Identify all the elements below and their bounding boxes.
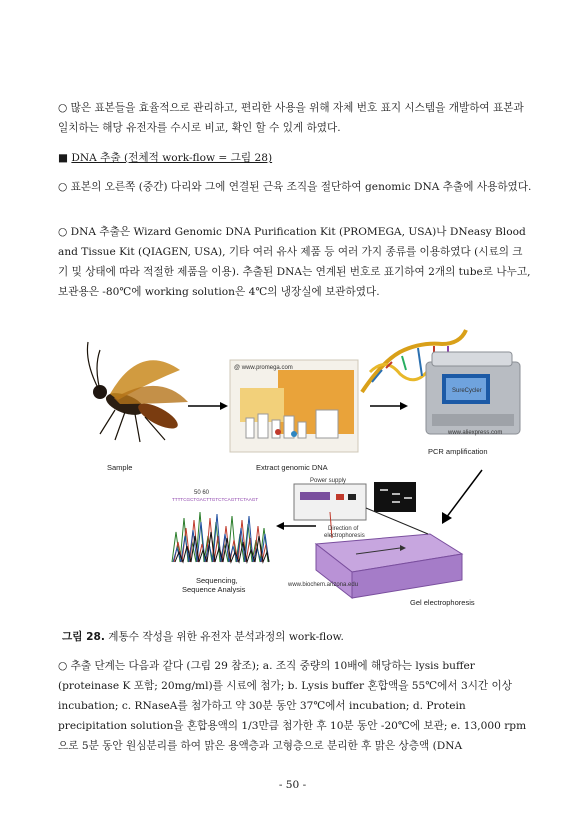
sample-label: Sample xyxy=(107,463,133,472)
section-heading-text: DNA 추출 (전체적 work-flow = 그림 28) xyxy=(71,152,273,164)
section-heading xyxy=(58,148,532,168)
figure-caption-text: 계통수 작성을 위한 유전자 분석과정의 work-flow. xyxy=(104,630,344,643)
workflow-figure xyxy=(70,322,530,612)
promega-watermark: @ www.promega.com xyxy=(234,365,293,371)
aliexpress-watermark: www.aliexpress.com xyxy=(448,430,503,436)
biochem-watermark: www.biochem.arizona.edu xyxy=(288,582,359,588)
pcr-screen-text: SureCycler xyxy=(452,388,482,394)
tissue-paragraph: ○ 표본의 오른쪽 (중간) 다리와 그에 연결된 근육 조직을 절단하여 genomic DNA 추출에 사용하였다. xyxy=(58,181,532,193)
steps-paragraph: ○ 추출 단계는 다음과 같다 (그림 29 참조); a. 조직 중량의 10배에 해당하는 lysis buffer (proteinase K 포함; 20mg/ml)를 시료에 첨가; b. Lysis buffer 혼합액을 55℃에서 3시간 이상 incubation; c. RNaseA를 첨가하고 약 30분 동안 37℃에서 incubation; d. Protein precipitation solution을 혼합용액의 1/3만큼 첨가한 후 10분 동안 -20℃에 보관; e. 13,000 rpm으로 5분 동안 원심분리를 하여 맑은 용액층과 고형층으로 분리한 후 맑은 상층액 (DNA xyxy=(58,660,527,752)
arrow-left-icon xyxy=(276,522,316,530)
figure-caption xyxy=(62,629,344,644)
arrow-right-icon xyxy=(370,402,408,410)
pcr-label: PCR amplification xyxy=(428,447,488,456)
sequence-bases: TTTTCGCTGACTTGTCTCAGTTCTAAGT xyxy=(172,497,259,502)
arrow-right-icon xyxy=(188,402,228,410)
direction-label-1: Direction of xyxy=(328,526,359,532)
section-bullet: ■ xyxy=(58,152,69,164)
figure-caption-label: 그림 28. xyxy=(62,630,105,643)
extraction-kit-image xyxy=(230,360,358,452)
extract-label: Extract genomic DNA xyxy=(256,463,328,472)
sequence-ruler: 50 60 xyxy=(194,490,210,496)
intro-paragraph: ○ 많은 표본들을 효율적으로 관리하고, 편리한 사용을 위해 자체 번호 표지 시스템을 개발하여 표본과 일치하는 해당 유전자를 수시로 비교, 확인 할 수 있게 하였다. xyxy=(58,102,524,134)
chromatogram-image xyxy=(170,500,270,564)
page-number: - 50 - xyxy=(278,779,307,791)
wasp-image xyxy=(87,342,188,442)
power-supply-label: Power supply xyxy=(310,478,347,484)
arrow-down-left-icon xyxy=(442,470,482,524)
sequencing-label-2: Sequence Analysis xyxy=(182,585,246,594)
kit-paragraph: ○ DNA 추출은 Wizard Genomic DNA Purification Kit (PROMEGA, USA)나 DNeasy Blood and Tissue Kit (QIAGEN, USA), 기타 여러 유사 제품 등 여러 가지 종류를 이용하였다 (시료의 크기 및 상태에 따라 적절한 제품을 이용). 추출된 DNA는 연계된 번호로 표기하여 2개의 tube로 나누고, 보관용은 -80℃에 working solution은 4℃의 냉장실에 보관하였다. xyxy=(58,226,531,298)
gel-label: Gel electrophoresis xyxy=(410,598,475,607)
gel-electrophoresis-image xyxy=(294,482,462,598)
direction-label-2: electrophoresis xyxy=(324,533,365,539)
sequencing-label-1: Sequencing, xyxy=(196,576,238,585)
